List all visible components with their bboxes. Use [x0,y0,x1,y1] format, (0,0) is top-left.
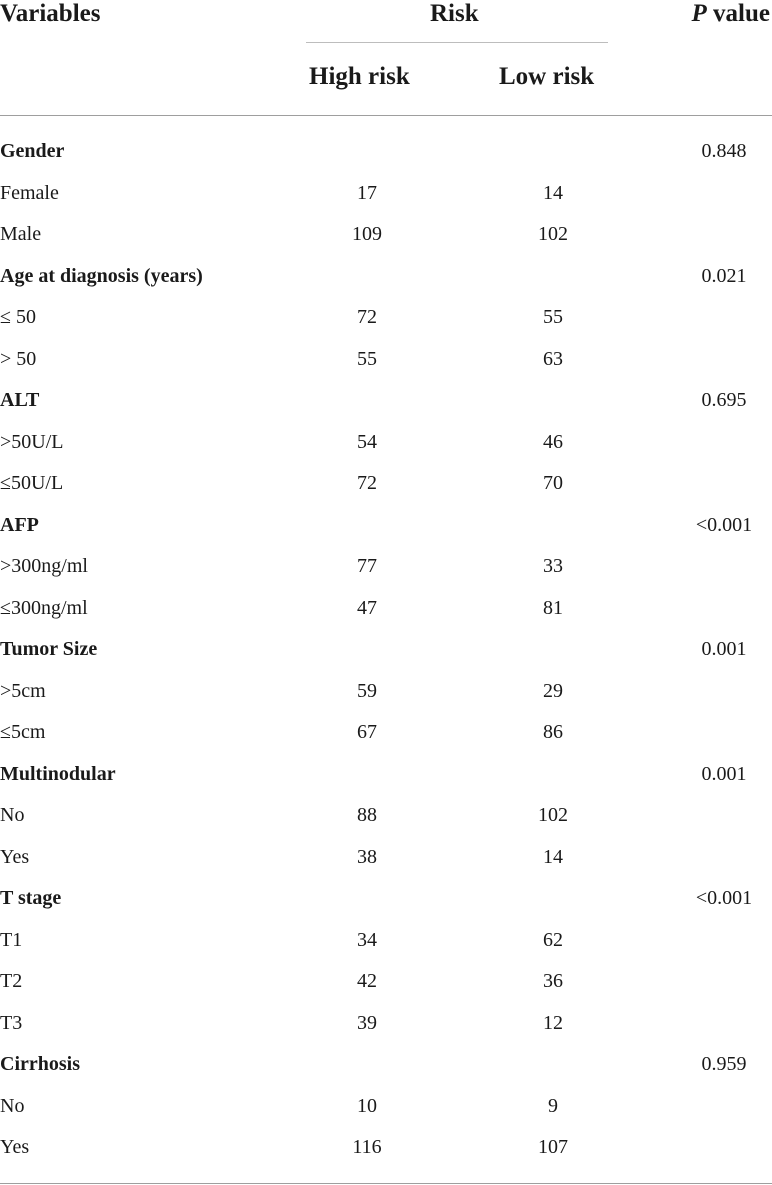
table-row [0,588,772,630]
row-label: AFP [0,513,39,536]
high-risk-count: 59 [357,679,377,702]
low-risk-count: 102 [538,804,568,826]
low-risk-count: 81 [543,596,563,619]
high-risk-count: 67 [357,721,377,743]
row-label: T3 [0,1011,23,1034]
table-row [0,1086,772,1128]
row-label: Cirrhosis [0,1053,80,1075]
low-risk-count: 62 [543,928,563,951]
header-p-value [692,0,770,28]
p-value: 0.848 [701,140,747,162]
low-risk-count: 86 [543,721,563,743]
category-row [0,131,772,173]
table-body [0,131,772,1169]
high-risk-count: 38 [357,845,377,868]
low-risk-count: 102 [538,223,568,245]
low-risk-count: 33 [543,555,563,577]
table-row [0,173,772,215]
p-value: 0.001 [701,638,747,660]
table-row [0,712,772,754]
low-risk-count: 107 [538,1136,568,1158]
high-risk-count: 116 [352,1136,382,1158]
row-label: Female [0,181,59,204]
table-row [0,297,772,339]
row-label: T2 [0,970,23,992]
category-row [0,505,772,547]
row-label: T1 [0,928,23,951]
table-row [0,422,772,464]
p-value: 0.695 [701,389,747,411]
table-row [0,671,772,713]
high-risk-count: 42 [357,970,377,992]
header-variables: Variables [0,0,101,27]
p-value: 0.959 [701,1053,747,1075]
low-risk-count: 12 [543,1011,563,1034]
table-row [0,1127,772,1169]
high-risk-count: 77 [357,555,377,577]
row-label: Male [0,223,42,245]
row-label: >300ng/ml [0,555,88,577]
table-row [0,795,772,837]
p-value: 0.001 [701,762,747,785]
header-high-risk: High risk [309,63,410,90]
row-label: > 50 [0,347,37,370]
high-risk-count: 17 [357,181,377,204]
row-label: Tumor Size [0,638,98,660]
row-label: T stage [0,887,62,909]
low-risk-count: 9 [548,1094,558,1117]
category-row [0,1044,772,1086]
p-value: <0.001 [695,513,753,536]
row-label: Yes [0,845,30,868]
low-risk-count: 46 [543,430,563,453]
row-label: ≤5cm [0,721,46,743]
header-divider [0,115,772,116]
high-risk-count: 88 [357,804,377,826]
table-row [0,546,772,588]
row-label: ≤50U/L [0,472,64,494]
high-risk-count: 55 [357,347,377,370]
table-bottom-rule [0,1183,772,1184]
row-label: No [0,804,25,826]
table-row [0,920,772,962]
low-risk-count: 36 [543,970,563,992]
category-row [0,878,772,920]
high-risk-count: 72 [357,306,377,328]
category-row [0,754,772,796]
row-label: Yes [0,1136,30,1158]
row-label: ALT [0,389,40,411]
high-risk-count: 39 [357,1011,377,1034]
row-label: ≤ 50 [0,306,36,328]
category-row [0,256,772,298]
table-row [0,463,772,505]
low-risk-count: 14 [543,181,563,204]
table-row [0,1003,772,1045]
row-label: >50U/L [0,430,64,453]
row-label: No [0,1094,25,1117]
low-risk-count: 70 [543,472,563,494]
low-risk-count: 29 [543,679,563,702]
category-row [0,629,772,671]
row-label: >5cm [0,679,46,702]
header-low-risk: Low risk [499,63,595,90]
header-risk: Risk [430,0,479,27]
low-risk-count: 55 [543,306,563,328]
high-risk-count: 10 [357,1094,377,1117]
high-risk-count: 47 [357,596,377,619]
row-label: Multinodular [0,762,116,785]
high-risk-count: 72 [357,472,377,494]
table-row [0,214,772,256]
row-label: Age at diagnosis (years) [0,264,203,287]
low-risk-count: 14 [543,845,563,868]
low-risk-count: 63 [543,347,563,370]
table-row [0,339,772,381]
high-risk-count: 109 [352,223,382,245]
risk-group-rule [306,42,608,43]
header-p-rest: value [706,0,770,27]
p-value: <0.001 [695,887,753,909]
row-label: Gender [0,140,65,162]
high-risk-count: 54 [357,430,377,453]
header-p-italic: P [691,0,707,27]
p-value: 0.021 [701,264,747,287]
table-row [0,961,772,1003]
row-label: ≤300ng/ml [0,596,88,619]
table-row [0,837,772,879]
high-risk-count: 34 [357,928,377,951]
category-row [0,380,772,422]
